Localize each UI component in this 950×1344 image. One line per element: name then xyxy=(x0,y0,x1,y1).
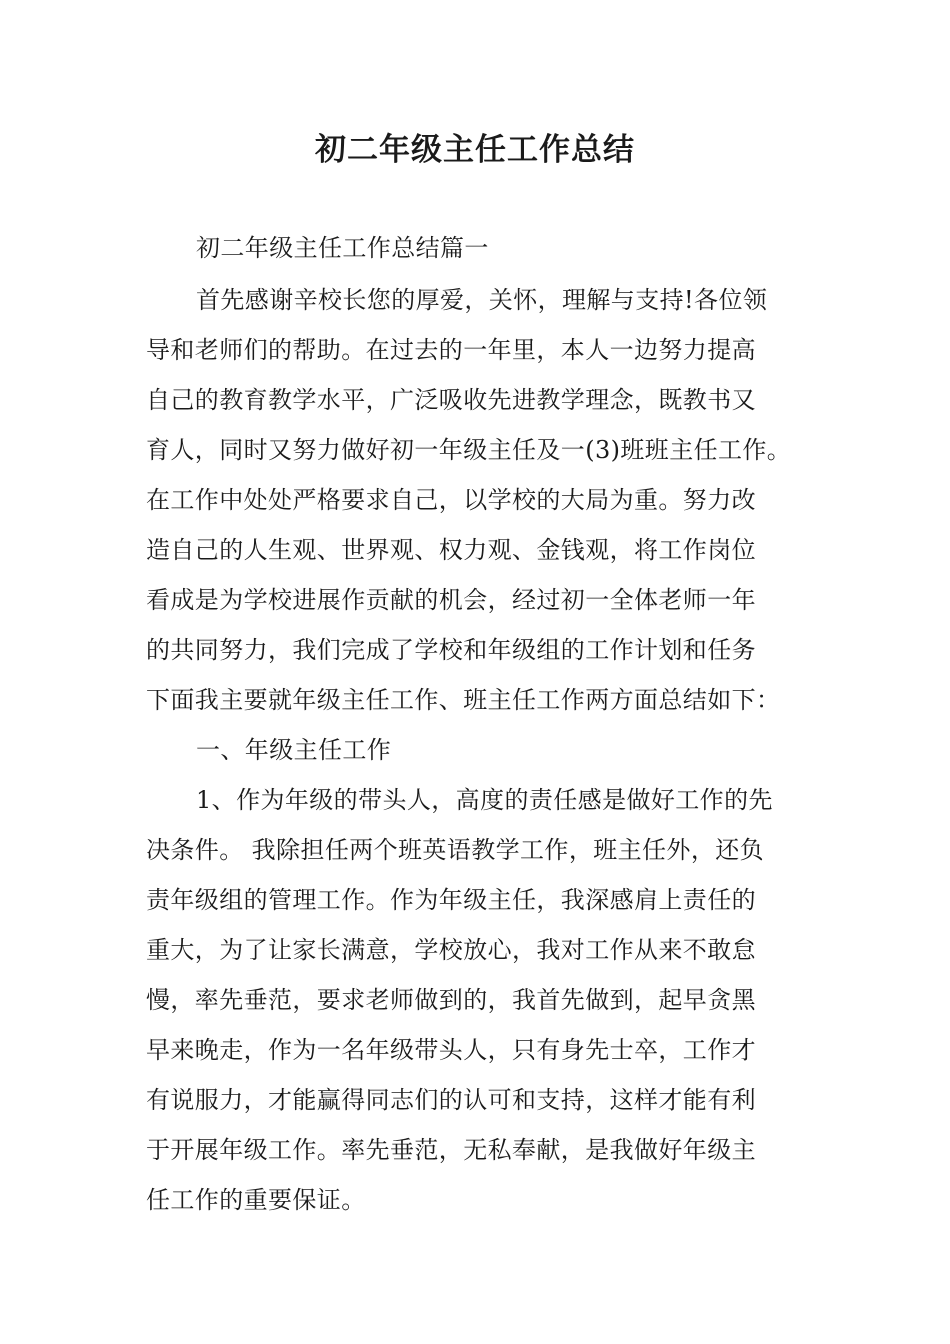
paragraph-line: 自己的教育教学水平，广泛吸收先进教学理念，既教书又 xyxy=(146,386,756,414)
paragraph-line: 责年级组的管理工作。作为年级主任，我深感肩上责任的 xyxy=(146,886,756,914)
paragraph-line: 决条件。 我除担任两个班英语教学工作，班主任外，还负 xyxy=(146,836,765,864)
paragraph-line: 导和老师们的帮助。在过去的一年里，本人一边努力提高 xyxy=(146,336,756,364)
paragraph-line: 下面我主要就年级主任工作、班主任工作两方面总结如下： xyxy=(146,686,781,714)
paragraph-line: 有说服力，才能赢得同志们的认可和支持，这样才能有利 xyxy=(146,1086,756,1114)
subsection-heading: 一、年级主任工作 xyxy=(196,736,392,764)
paragraph-line: 任工作的重要保证。 xyxy=(146,1186,366,1214)
paragraph-line: 看成是为学校进展作贡献的机会，经过初一全体老师一年 xyxy=(146,586,756,614)
paragraph-line: 1、作为年级的带头人，高度的责任感是做好工作的先 xyxy=(196,786,773,814)
paragraph-line: 重大，为了让家长满意，学校放心，我对工作从来不敢怠 xyxy=(146,936,756,964)
paragraph-line: 育人，同时又努力做好初一年级主任及一(3)班班主任工作。 xyxy=(146,436,792,464)
paragraph-line: 的共同努力，我们完成了学校和年级组的工作计划和任务 xyxy=(146,636,756,664)
paragraph-line: 于开展年级工作。率先垂范，无私奉献，是我做好年级主 xyxy=(146,1136,756,1164)
paragraph-line: 慢，率先垂范，要求老师做到的，我首先做到，起早贪黑 xyxy=(146,986,756,1014)
paragraph-line: 首先感谢辛校长您的厚爱，关怀，理解与支持!各位领 xyxy=(196,286,768,314)
paragraph-line: 早来晚走，作为一名年级带头人，只有身先士卒，工作才 xyxy=(146,1036,756,1064)
paragraph-line: 造自己的人生观、世界观、权力观、金钱观，将工作岗位 xyxy=(146,536,756,564)
paragraph-line: 在工作中处处严格要求自己，以学校的大局为重。努力改 xyxy=(146,486,756,514)
document-title: 初二年级主任工作总结 xyxy=(315,132,635,168)
section-heading: 初二年级主任工作总结篇一 xyxy=(196,234,489,262)
